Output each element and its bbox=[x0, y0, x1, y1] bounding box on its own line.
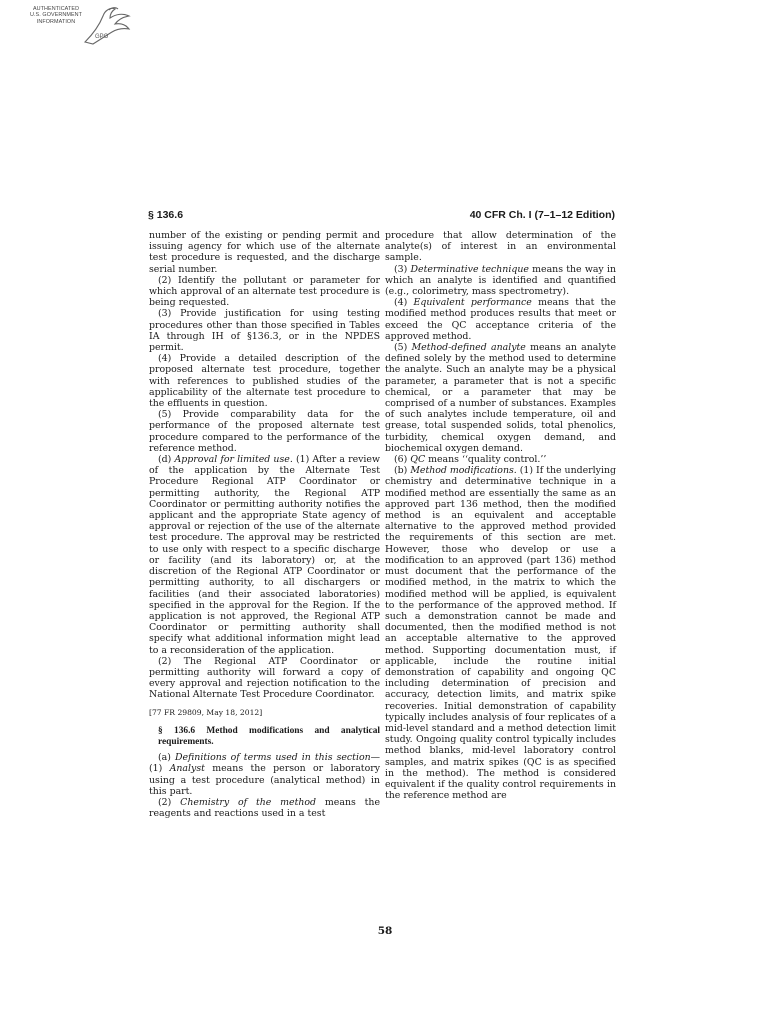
page-number: 58 bbox=[377, 925, 393, 937]
seal-line-2: U.S. GOVERNMENT bbox=[29, 12, 83, 19]
paragraph: procedure that allow determination of the analyte(s) of interest in an environmental sample. bbox=[385, 230, 616, 264]
para-text: means the reagents and reactions used in a test bbox=[149, 796, 380, 820]
seal-line-3: INFORMATION bbox=[36, 18, 76, 25]
running-header bbox=[148, 209, 615, 223]
citation: [77 FR 29809, May 18, 2012] bbox=[149, 707, 263, 717]
defined-term: Determinative technique bbox=[410, 263, 529, 275]
para-heading: Approval for limited use. bbox=[174, 454, 293, 466]
para-text: (1) If the underlying chemistry and determinative technique in a modified method are essentially the same as an approved part 136 method, then the modified method is an equivalent and acceptable alternative to the approved method provided the requirements of this section are met. However, those who develop or use a modification to an approved (part 136) method must document that the performance of the modified method, in the matrix to which the modified method will be applied, is equivalent to the performance of the approved method. If such a demonstration cannot be made and documented, then the modified method is not an acceptable alternative to the approved method. Supporting documentation must, if applicable, include the routine initial demonstration of capability and ongoing QC including determination of precision and accuracy, detection limits, and matrix spike recoveries. Initial demonstration of capability typically includes analysis of four replicates of a mid-level standard and a method detection limit study. Ongoing quality control typically includes method blanks, mid-level laboratory control samples, and matrix spikes (QC is as specified in the method). The method is considered equivalent if the quality control requirements in the reference method are bbox=[385, 465, 616, 802]
paragraph bbox=[385, 454, 616, 465]
para-text: means the way in which an analyte is identified and quantified (e.g., colorimetry, mass spectrometry). bbox=[385, 263, 616, 298]
paragraph bbox=[149, 752, 380, 797]
paragraph bbox=[149, 454, 380, 656]
paragraph bbox=[149, 797, 380, 819]
paragraph bbox=[385, 297, 616, 342]
defined-term: QC bbox=[410, 454, 426, 466]
paragraph bbox=[385, 264, 616, 298]
section-number: § 136.6 bbox=[148, 209, 184, 221]
cfr-edition: 40 CFR Ch. I (7–1–12 Edition) bbox=[469, 209, 615, 221]
right-column bbox=[385, 230, 616, 801]
para-heading: Definitions of terms used in this section bbox=[174, 752, 371, 764]
defined-term: Equivalent performance bbox=[413, 297, 532, 309]
para-heading: Method modifications. bbox=[410, 465, 517, 477]
para-text: (1) After a review of the application by the Alternate Test Procedure Regional ATP Coordinator or permitting authority, the Regional ATP Coordinator or permitting authority notifies the applicant and the appropriate State agency of approval or rejection of the use of the alternate test procedure. The approval may be restricted to use only with respect to a specific discharge or facility (and its laboratory) or, at the discretion of the Regional ATP Coordinator or permitting authority, to all dischargers or facilities (and their associated laboratories) specified in the approval for the Region. If the application is not approved, the Regional ATP Coordinator or permitting authority shall specify what additional information might lead to a reconsideration of the application. bbox=[149, 454, 381, 656]
seal-text bbox=[27, 6, 85, 25]
para-text: means that the modified method produces results that meet or exceed the QC acceptance criteria of the approved method. bbox=[385, 297, 616, 342]
defined-term: Chemistry of the method bbox=[180, 796, 317, 808]
left-column bbox=[149, 230, 380, 819]
paragraph: (3) Provide justification for using testing procedures other than those specified in Tables IA through IH of §136.3, or in the NPDES permit. bbox=[149, 308, 380, 354]
para-lead: (3) bbox=[394, 263, 411, 275]
paragraph: (5) Provide comparability data for the performance of the proposed alternate test procedure compared to the performance of the reference method. bbox=[149, 409, 380, 454]
para-text: means an analyte defined solely by the method used to determine the analyte. Such an analyte may be a physical parameter, a parameter that is not a specific chemical, or a parameter that may be comprised of a number of substances. Examples of such analytes include temperature, oil and grease, total suspended solids, total phenolics, turbidity, chemical oxygen demand, and biochemical oxygen demand. bbox=[385, 342, 616, 454]
para-text: —(1) bbox=[149, 752, 380, 775]
para-lead: (5) bbox=[394, 342, 412, 354]
paragraph: number of the existing or pending permit and issuing agency for which use of the alternate test procedure is requested, and the discharge serial number. bbox=[149, 230, 380, 275]
gpo-authentication-seal bbox=[27, 4, 147, 48]
paragraph: (2) The Regional ATP Coordinator or permitting authority will forward a copy of every approval and rejection notification to the National Alternate Test Procedure Coordinator. bbox=[149, 655, 380, 701]
paragraph bbox=[385, 342, 616, 454]
section-heading: § 136.6 Method modifications and analytical requirements. bbox=[158, 725, 380, 747]
para-lead: (2) bbox=[158, 796, 181, 808]
defined-term: Method-defined analyte bbox=[411, 342, 526, 354]
para-lead: (4) bbox=[394, 297, 414, 309]
para-lead: (a) bbox=[158, 752, 175, 764]
paragraph bbox=[385, 465, 616, 801]
para-lead: (6) bbox=[394, 454, 411, 466]
seal-tag: GPO bbox=[95, 34, 109, 40]
para-lead: (b) bbox=[394, 465, 411, 477]
para-lead: (d) bbox=[158, 454, 175, 466]
defined-term: Analyst bbox=[169, 763, 205, 775]
paragraph: (4) Provide a detailed description of the proposed alternate test procedure, together with references to published studies of the applicability of the alternate test procedure to the effluents in question. bbox=[149, 353, 380, 410]
eagle-icon bbox=[79, 4, 139, 48]
paragraph: (2) Identify the pollutant or parameter for which approval of an alternate test procedure is being requested. bbox=[149, 274, 380, 309]
para-text: means ‘‘quality control.’’ bbox=[425, 454, 547, 466]
seal-line-1: AUTHENTICATED bbox=[32, 6, 80, 12]
para-text: means the person or laboratory using a test procedure (analytical method) in this part. bbox=[149, 763, 380, 797]
